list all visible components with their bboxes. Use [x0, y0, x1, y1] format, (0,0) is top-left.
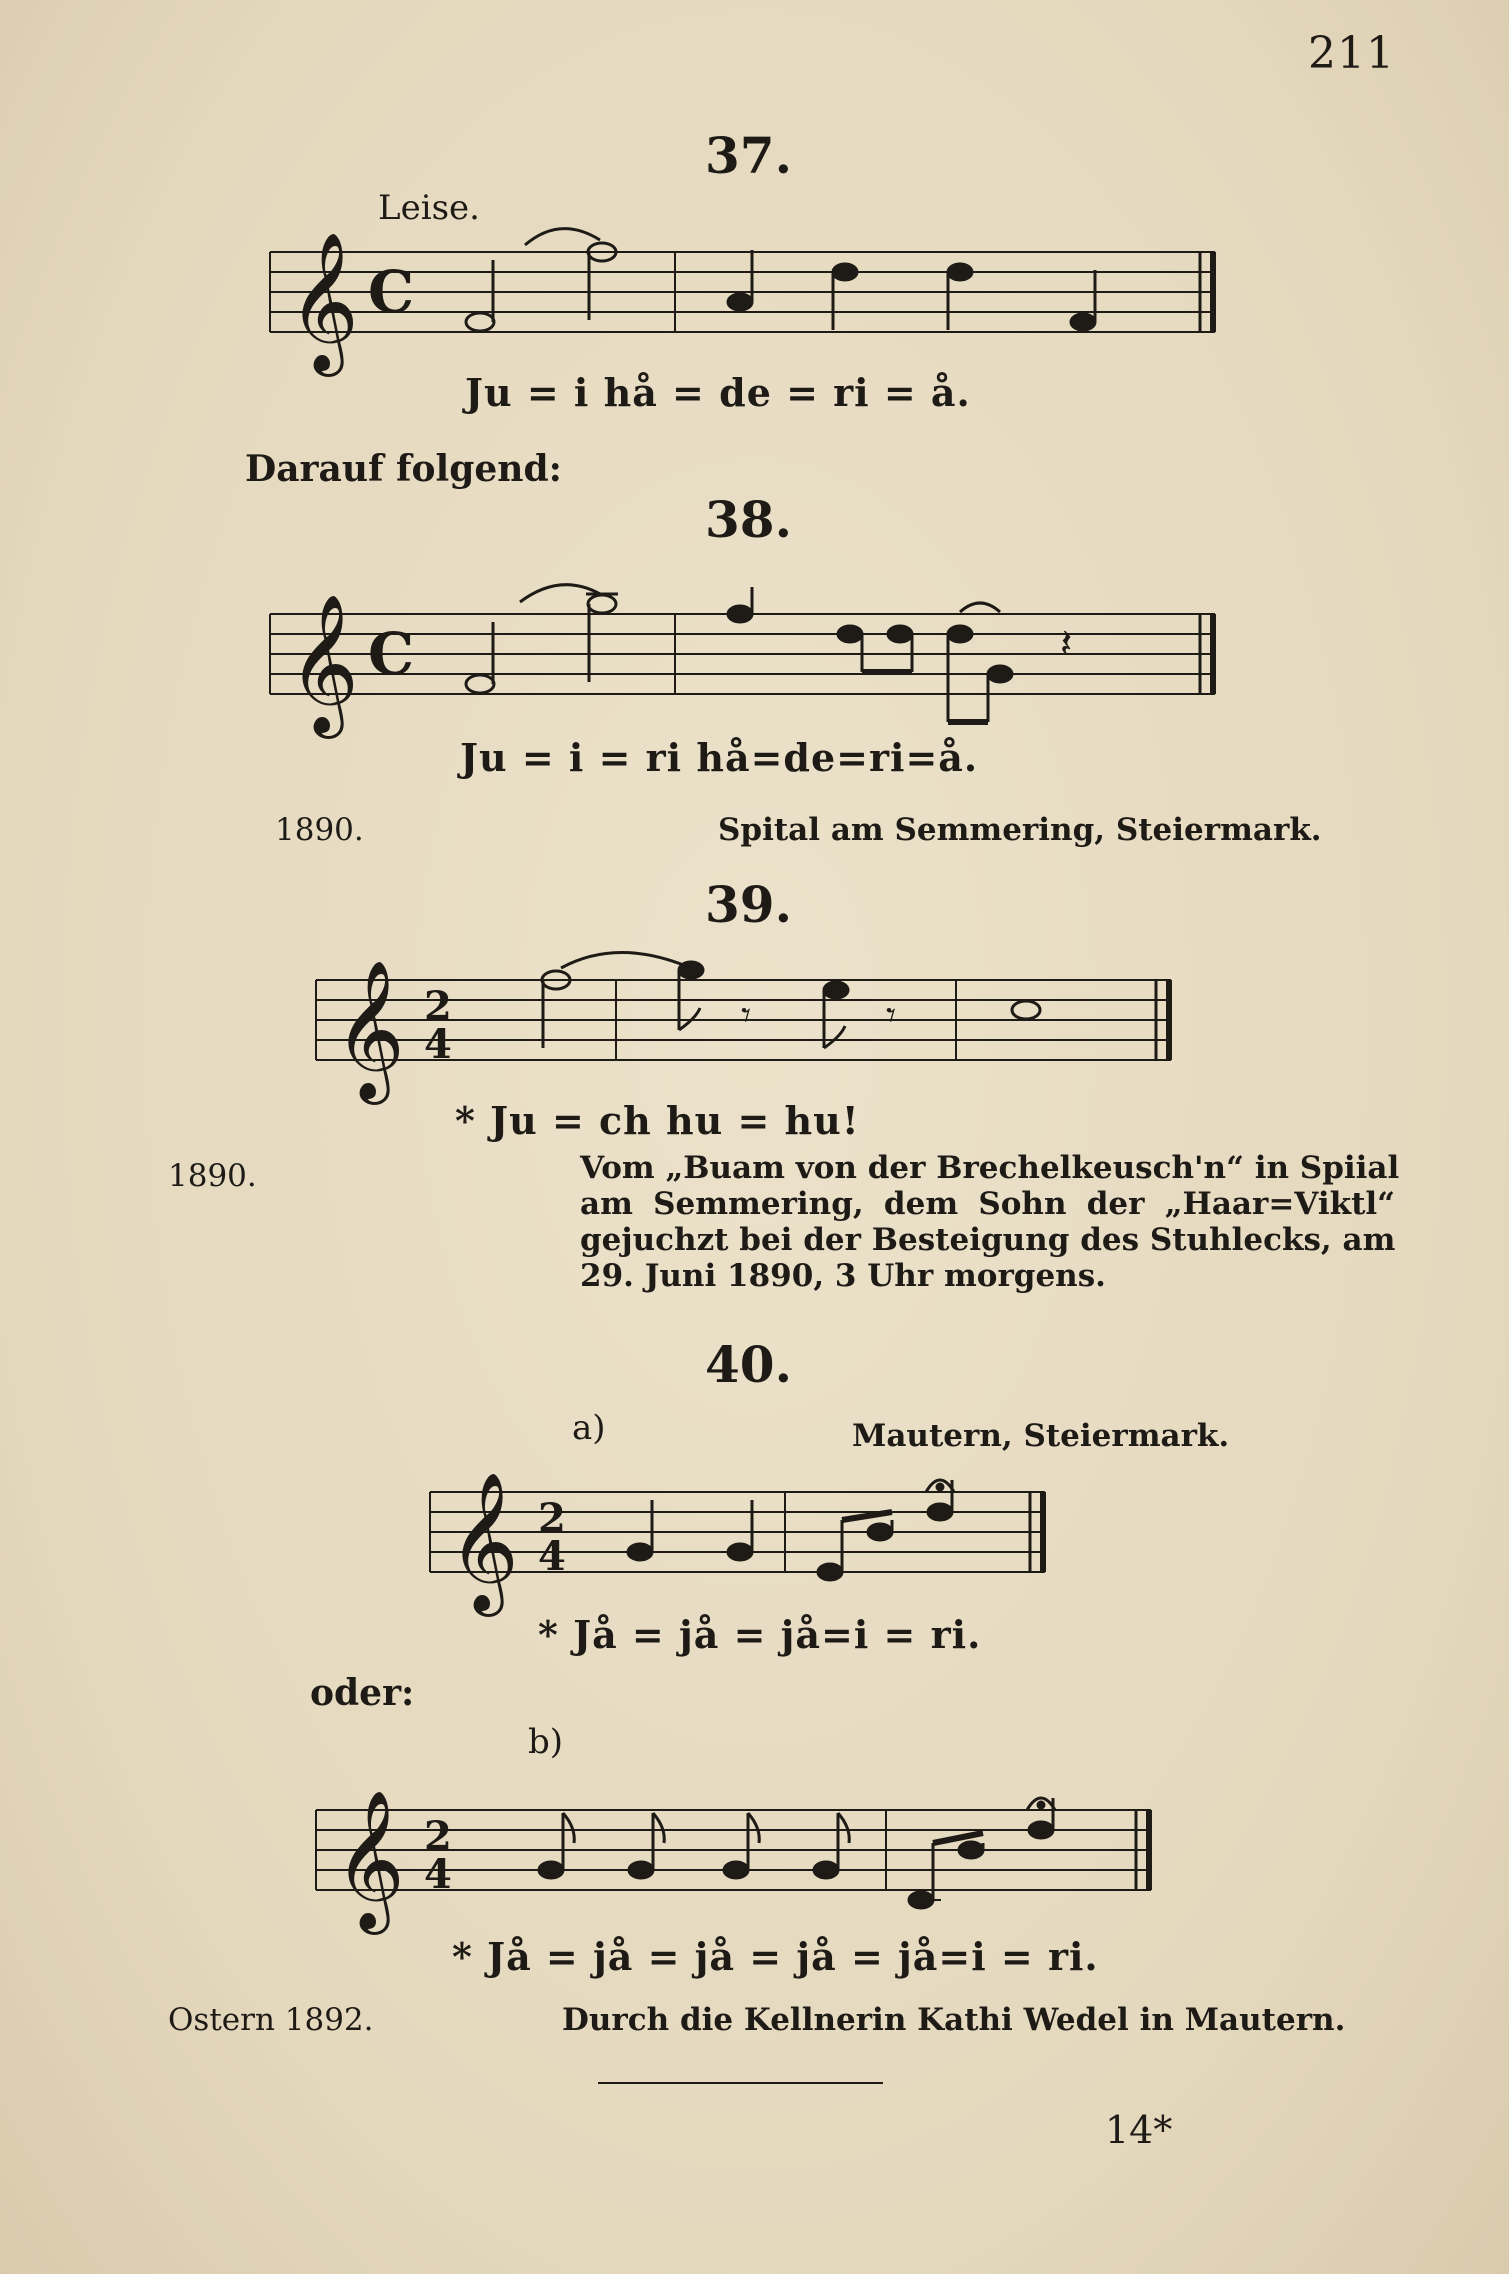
music-staff-38: [270, 592, 1230, 752]
common-time-icon: C: [368, 620, 415, 688]
lyrics-40a: * Jå = jå = jå=i = ri.: [538, 1612, 982, 1657]
annotation-line-3: gejuchzt bei der Besteigung des Stuhlecks, am: [580, 1222, 1396, 1258]
page-number: 211: [1308, 28, 1395, 79]
lyrics-40b: * Jå = jå = jå = jå = jå=i = ri.: [452, 1934, 1099, 1979]
source-40: Durch die Kellnerin Kathi Wedel in Mautern.: [562, 2002, 1346, 2038]
svg-text:2: 2: [424, 983, 452, 1030]
treble-clef-icon: 𝄞: [288, 232, 359, 371]
eighth-rest-icon: 𝄾: [886, 993, 897, 1037]
intro-text: Darauf folgend:: [245, 448, 562, 490]
lyrics-38: Ju = i = ri hå=de=ri=å.: [460, 735, 979, 780]
rest-icon: 𝄽: [1060, 621, 1073, 667]
lyrics-39: * Ju = ch hu = hu!: [455, 1098, 860, 1143]
svg-text:4: 4: [538, 1533, 566, 1580]
music-staff-40b: [316, 1788, 1196, 1938]
annotation-39: [580, 1150, 1400, 1294]
place-40: Mautern, Steiermark.: [852, 1418, 1230, 1454]
lyrics-37: Ju = i hå = de = ri = å.: [465, 370, 971, 415]
date-38: 1890.: [275, 812, 364, 848]
tempo-marking: Leise.: [378, 188, 480, 228]
treble-clef-icon: 𝄞: [334, 960, 405, 1099]
printer-signature: 14*: [1105, 2108, 1173, 2152]
annotation-line-2: am Semmering, dem Sohn der „Haar=Viktl“: [580, 1186, 1395, 1222]
song-number-37: 37.: [705, 126, 792, 185]
date-40: Ostern 1892.: [168, 2002, 374, 2038]
music-staff-40a: [430, 1470, 1070, 1610]
svg-text:4: 4: [424, 1851, 452, 1898]
song-number-40: 40.: [705, 1335, 792, 1394]
eighth-rest-icon: 𝄾: [741, 993, 752, 1037]
treble-clef-icon: 𝄞: [288, 594, 359, 733]
annotation-line-1: Vom „Buam von der Brechelkeusch'n“ in Spiial: [580, 1150, 1400, 1186]
place-38: Spital am Semmering, Steiermark.: [718, 812, 1322, 848]
section-divider: [598, 2082, 883, 2084]
common-time-icon: C: [368, 258, 415, 326]
music-staff-37: [270, 230, 1230, 370]
svg-text:2: 2: [424, 1813, 452, 1860]
treble-clef-icon: 𝄞: [448, 1472, 519, 1611]
date-39: 1890.: [168, 1158, 257, 1194]
svg-text:2: 2: [538, 1495, 566, 1542]
music-staff-39: [316, 958, 1196, 1098]
annotation-line-4: 29. Juni 1890, 3 Uhr morgens.: [580, 1258, 1106, 1294]
song-number-39: 39.: [705, 875, 792, 934]
part-a-label: a): [572, 1408, 606, 1448]
treble-clef-icon: 𝄞: [334, 1790, 405, 1929]
part-b-label: b): [528, 1722, 564, 1762]
or-label: oder:: [310, 1672, 415, 1714]
song-number-38: 38.: [705, 490, 792, 549]
svg-text:4: 4: [424, 1021, 452, 1068]
